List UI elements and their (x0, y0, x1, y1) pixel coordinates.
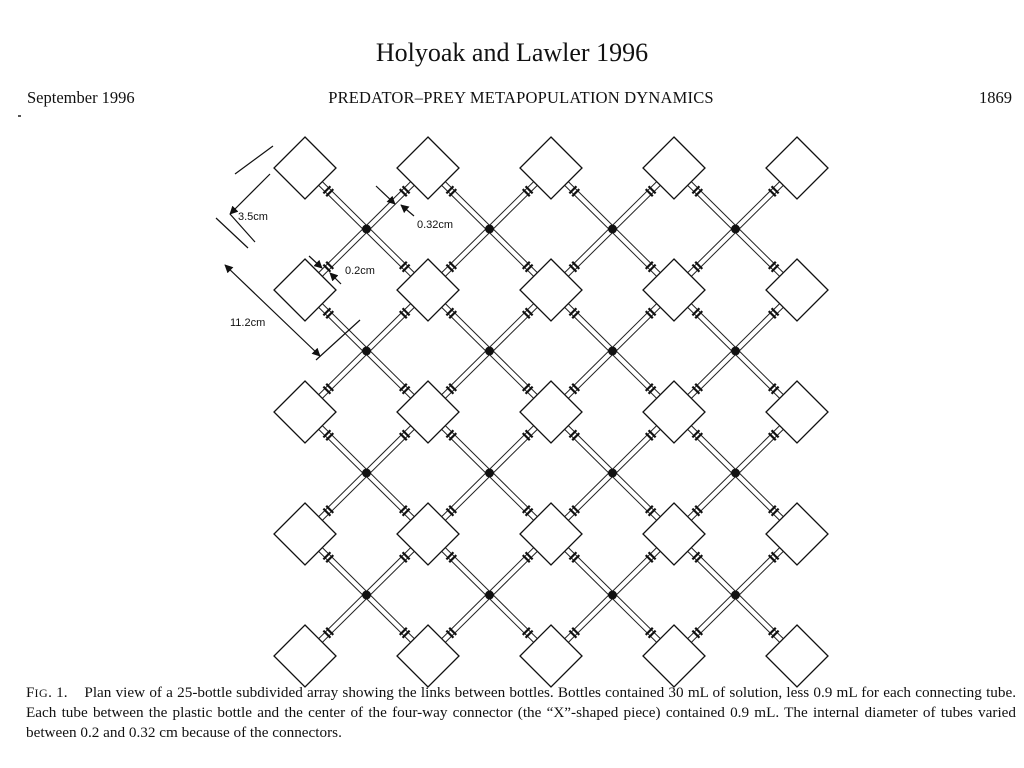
figure-caption (26, 683, 1016, 743)
label-tube-small: 0.2cm (345, 265, 375, 277)
header-page-number: 1869 (979, 88, 1012, 107)
label-bottle-width: 3.5cm (238, 211, 268, 223)
dimension-line-tube-large (401, 205, 414, 216)
four-way-connector (731, 225, 740, 234)
four-way-connector (731, 591, 740, 600)
four-way-connector (362, 225, 371, 234)
label-spacing: 11.2cm (230, 317, 266, 329)
four-way-connector (485, 225, 494, 234)
four-way-connector (608, 225, 617, 234)
header-running-title: PREDATOR–PREY METAPOPULATION DYNAMICS (328, 88, 714, 107)
four-way-connector (608, 347, 617, 356)
bottle-grid (274, 137, 828, 687)
label-tube-large: 0.32cm (417, 219, 454, 231)
four-way-connector (362, 591, 371, 600)
four-way-connector (485, 347, 494, 356)
four-way-connector (362, 469, 371, 478)
overlay-title: Holyoak and Lawler 1996 (375, 38, 649, 67)
four-way-connector (731, 469, 740, 478)
four-way-connector (608, 591, 617, 600)
four-way-connector (485, 591, 494, 600)
caption-text: Plan view of a 25-bottle subdivided array showing the links between bottles. Bottles contained 30 mL of solution, less 0.9 mL for each connecting tube. Each tube between the plastic bottle and the center of the four-way connector (the “X”-shaped piece) contained 0.9 mL. The internal diameter of tubes varied between 0.2 and 0.32 cm because of the connectors. (26, 684, 1017, 741)
dimension-line-bottle-width (235, 146, 273, 174)
caption-label: FIG. 1. (26, 684, 68, 701)
header-date: September 1996 (27, 88, 135, 107)
four-way-connector (608, 469, 617, 478)
dimension-line-tube-large (376, 186, 395, 204)
dimension-line-bottle-width (230, 174, 270, 214)
four-way-connector (485, 469, 494, 478)
four-way-connector (362, 347, 371, 356)
dimension-line-tube-small (330, 273, 341, 284)
four-way-connector (731, 347, 740, 356)
